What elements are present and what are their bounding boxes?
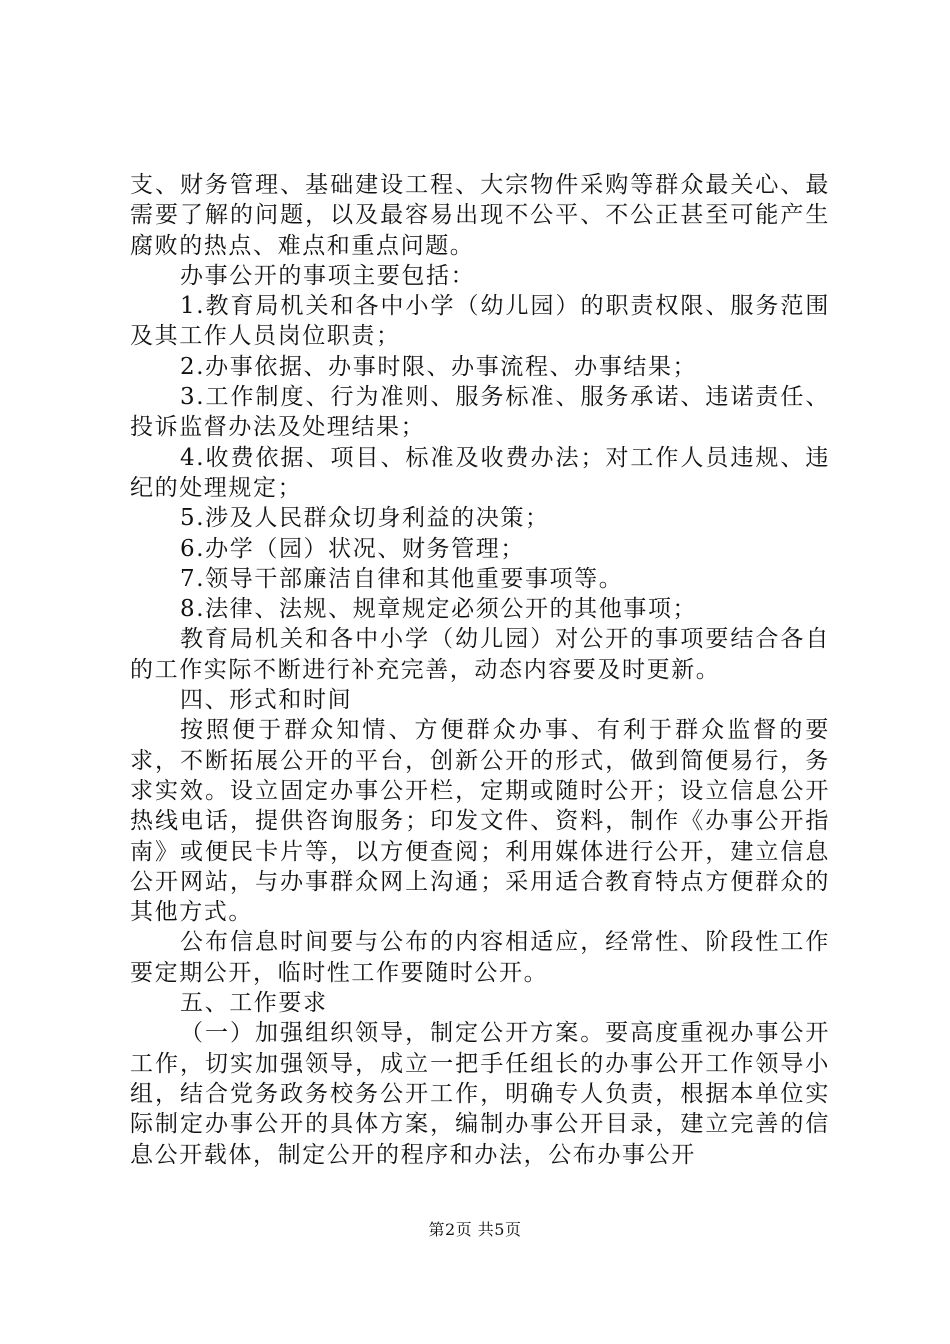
- document-body: [130, 170, 830, 1170]
- list-item: 1.教育局机关和各中小学（幼儿园）的职责权限、服务范围及其工作人员岗位职责；: [130, 293, 830, 350]
- paragraph: （一）加强组织领导，制定公开方案。要高度重视办事公开工作，切实加强领导，成立一把手任组长的办事公开工作领导小组，结合党务政务校务公开工作，明确专人负责，根据本单位实际制定办事公开的具体方案，编制办事公开目录，建立完善的信息公开载体，制定公开的程序和办法，公布办事公开: [130, 1020, 830, 1168]
- paragraph: 办事公开的事项主要包括：: [180, 262, 476, 289]
- list-item: 3.工作制度、行为准则、服务标准、服务承诺、违诺责任、投诉监督办法及处理结果；: [130, 384, 830, 441]
- list-item: 8.法律、法规、规章规定必须公开的其他事项；: [180, 596, 698, 623]
- list-item: 5.涉及人民群众切身利益的决策；: [180, 505, 550, 532]
- list-item: 2.办事依据、办事时限、办事流程、办事结果；: [180, 353, 698, 380]
- paragraph: 公布信息时间要与公布的内容相适应，经常性、阶段性工作要定期公开，临时性工作要随时公开。: [130, 929, 830, 986]
- section-heading: 五、工作要求: [180, 990, 328, 1017]
- list-item: 4.收费依据、项目、标准及收费办法；对工作人员违规、违纪的处理规定；: [130, 444, 830, 501]
- paragraph: 教育局机关和各中小学（幼儿园）对公开的事项要结合各自的工作实际不断进行补充完善，动态内容要及时更新。: [130, 626, 830, 683]
- list-item: 7.领导干部廉洁自律和其他重要事项等。: [180, 565, 624, 592]
- section-heading: 四、形式和时间: [180, 687, 353, 714]
- paragraph: 按照便于群众知情、方便群众办事、有利于群众监督的要求，不断拓展公开的平台，创新公开的形式，做到简便易行，务求实效。设立固定办事公开栏，定期或随时公开；设立信息公开热线电话，提供咨询服务；印发文件、资料，制作《办事公开指南》或便民卡片等，以方便查阅；利用媒体进行公开，建立信息公开网站，与办事群众网上沟通；采用适合教育特点方便群众的其他方式。: [130, 717, 830, 926]
- page-number: 第2页 共5页: [428, 1220, 522, 1239]
- paragraph: 支、财务管理、基础建设工程、大宗物件采购等群众最关心、最需要了解的问题，以及最容易出现不公平、不公正甚至可能产生腐败的热点、难点和重点问题。: [130, 172, 830, 259]
- list-item: 6.办学（园）状况、财务管理；: [180, 535, 525, 562]
